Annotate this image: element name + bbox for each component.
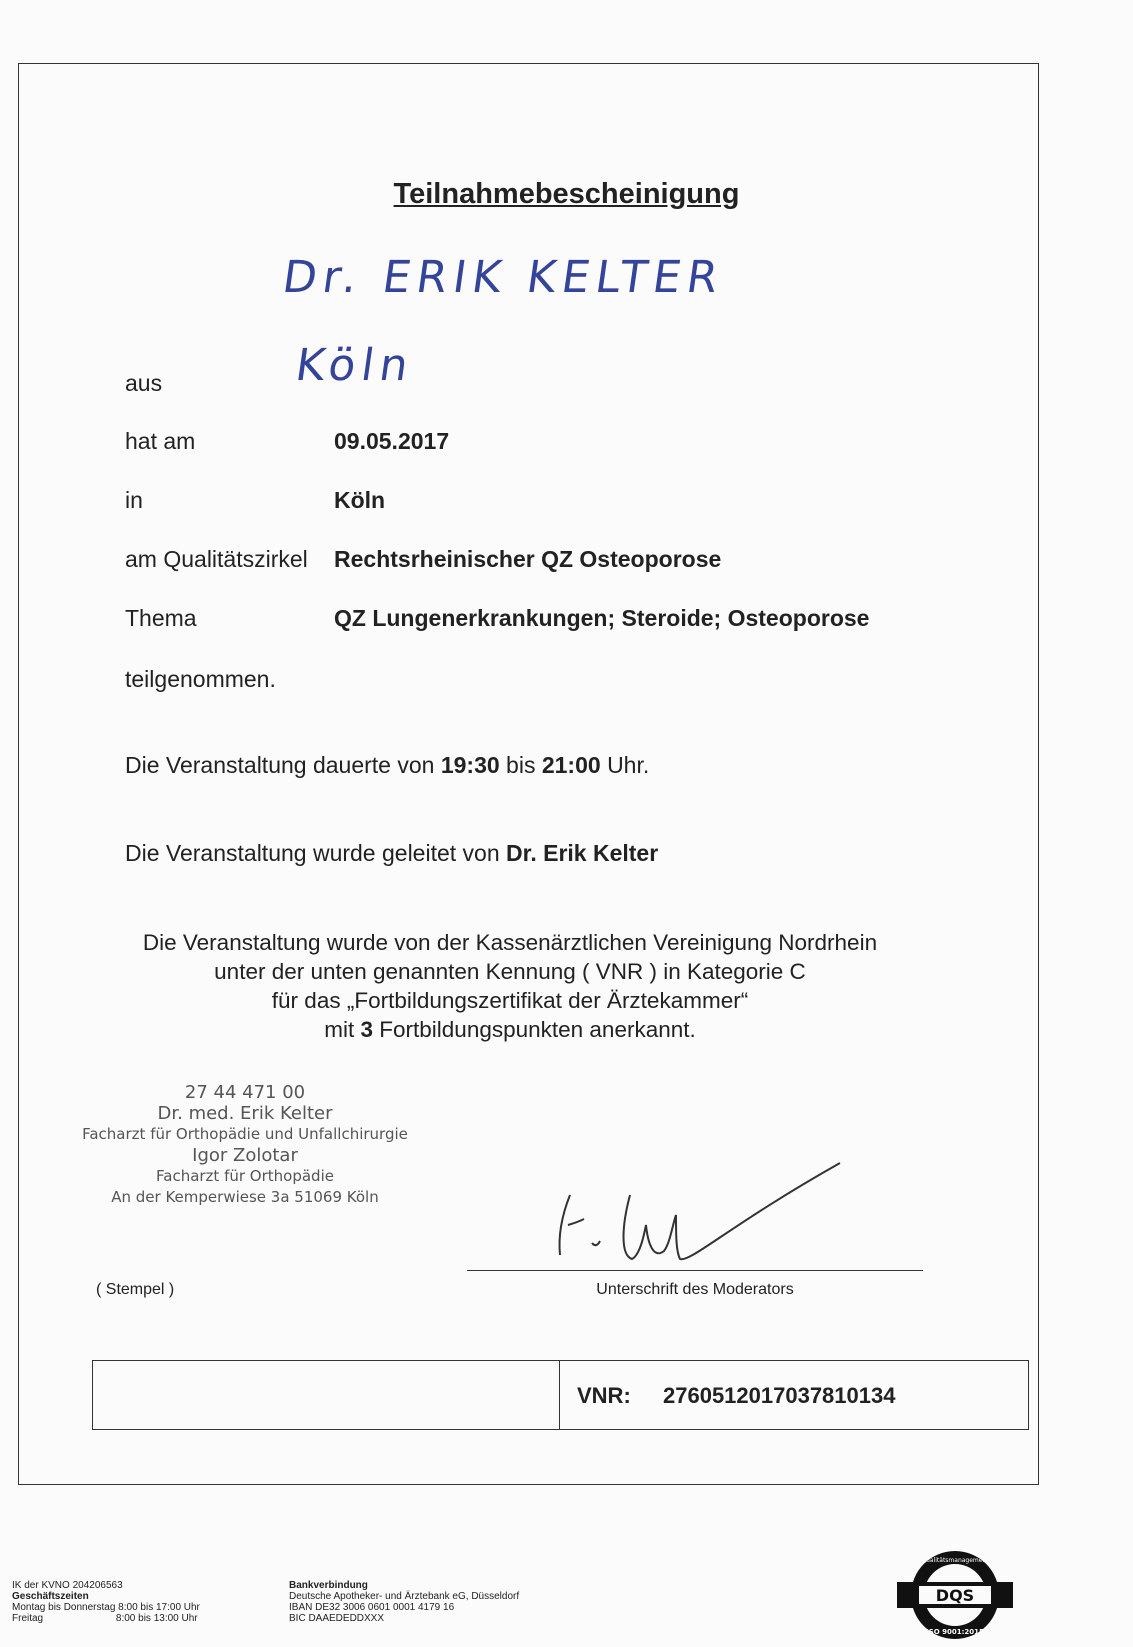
duration-from: 19:30 <box>440 752 500 778</box>
footer-hours-1: Montag bis Donnerstag 8:00 bis 17:00 Uhr <box>12 1602 200 1613</box>
footer-bank-heading: Bankverbindung <box>289 1580 368 1591</box>
recognition-line-3: für das „Fortbildungszertifikat der Ärztekammer“ <box>271 988 749 1013</box>
value-topic: QZ Lungenerkrankungen; Steroide; Osteoporose <box>334 605 870 631</box>
duration-prefix: Die Veranstaltung dauerte von <box>125 752 435 778</box>
dqs-logo-top-text: Qualitätsmanagement <box>921 1557 989 1564</box>
moderator-signature <box>540 1155 880 1275</box>
value-date: 09.05.2017 <box>334 428 450 454</box>
footer-hours-2 <box>12 1613 200 1624</box>
document-title: Teilnahmebescheinigung <box>393 178 740 210</box>
recognition-line-2: unter der unten genannten Kennung ( VNR ) in Kategorie C <box>214 959 806 984</box>
stamp-doctor-2: Igor Zolotar <box>192 1145 298 1166</box>
stamp-number: 27 44 471 00 <box>184 1082 306 1103</box>
stamp-doctor-1: Dr. med. Erik Kelter <box>157 1103 333 1124</box>
footer-bic: BIC DAAEDEDDXXX <box>289 1613 385 1624</box>
recognition-line-4 <box>60 1015 960 1044</box>
recognition-points: 3 <box>360 1017 374 1042</box>
dqs-logo-mark: DQS <box>935 1586 975 1605</box>
label-quality-circle: am Qualitätszirkel <box>125 546 308 572</box>
footer-hours-2-day: Freitag <box>12 1613 44 1624</box>
moderator-name: Dr. Erik Kelter <box>506 840 659 866</box>
dqs-certification-logo <box>895 1548 1015 1643</box>
label-location: in <box>125 487 143 513</box>
stamp-address: An der Kemperwiese 3a 51069 Köln <box>111 1188 379 1206</box>
handwritten-city: Köln <box>292 340 418 391</box>
footer-ik: IK der KVNO 204206563 <box>12 1580 123 1591</box>
duration-to: 21:00 <box>541 752 601 778</box>
label-topic: Thema <box>125 605 197 631</box>
vnr-label: VNR: <box>577 1383 631 1408</box>
footer-bank-name: Deutsche Apotheker- und Ärztebank eG, Düsseldorf <box>289 1591 520 1602</box>
participated-text: teilgenommen. <box>125 666 276 692</box>
vnr-value: 2760512017037810134 <box>663 1383 896 1408</box>
vnr-box <box>92 1360 1029 1430</box>
practice-stamp <box>80 1082 410 1208</box>
duration-line <box>125 752 649 779</box>
footer-hours-2-time: 8:00 bis 13:00 Uhr <box>115 1613 198 1624</box>
recognition-points-prefix: mit <box>324 1017 355 1042</box>
stamp-caption: ( Stempel ) <box>96 1281 175 1298</box>
dqs-logo-bottom-text: ISO 9001:2015 <box>926 1628 984 1636</box>
moderator-line <box>125 840 658 867</box>
handwritten-participant-name: Dr. ERIK KELTER <box>279 252 728 303</box>
recognition-line-1: Die Veranstaltung wurde von der Kassenärztlichen Vereinigung Nordrhein <box>142 930 878 955</box>
signature-line <box>467 1270 923 1271</box>
stamp-specialty-1: Facharzt für Orthopädie und Unfallchirurgie <box>82 1125 408 1143</box>
value-quality-circle: Rechtsrheinischer QZ Osteoporose <box>334 546 722 572</box>
moderator-prefix: Die Veranstaltung wurde geleitet von <box>125 840 500 866</box>
footer-hours-heading: Geschäftszeiten <box>12 1591 89 1602</box>
duration-suffix: Uhr. <box>607 752 650 778</box>
signature-caption: Unterschrift des Moderators <box>596 1281 794 1298</box>
recognition-points-suffix: Fortbildungspunkten anerkannt. <box>379 1017 696 1042</box>
stamp-specialty-2: Facharzt für Orthopädie <box>156 1167 334 1185</box>
recognition-paragraph <box>60 928 960 1044</box>
duration-mid: bis <box>506 752 536 778</box>
footer-bank <box>289 1580 519 1624</box>
footer-left <box>12 1580 200 1624</box>
footer-iban: IBAN DE32 3006 0601 0001 4179 16 <box>289 1602 455 1613</box>
label-aus: aus <box>125 370 163 396</box>
value-location: Köln <box>334 487 386 513</box>
label-date: hat am <box>125 428 196 454</box>
vnr-divider <box>559 1361 560 1429</box>
